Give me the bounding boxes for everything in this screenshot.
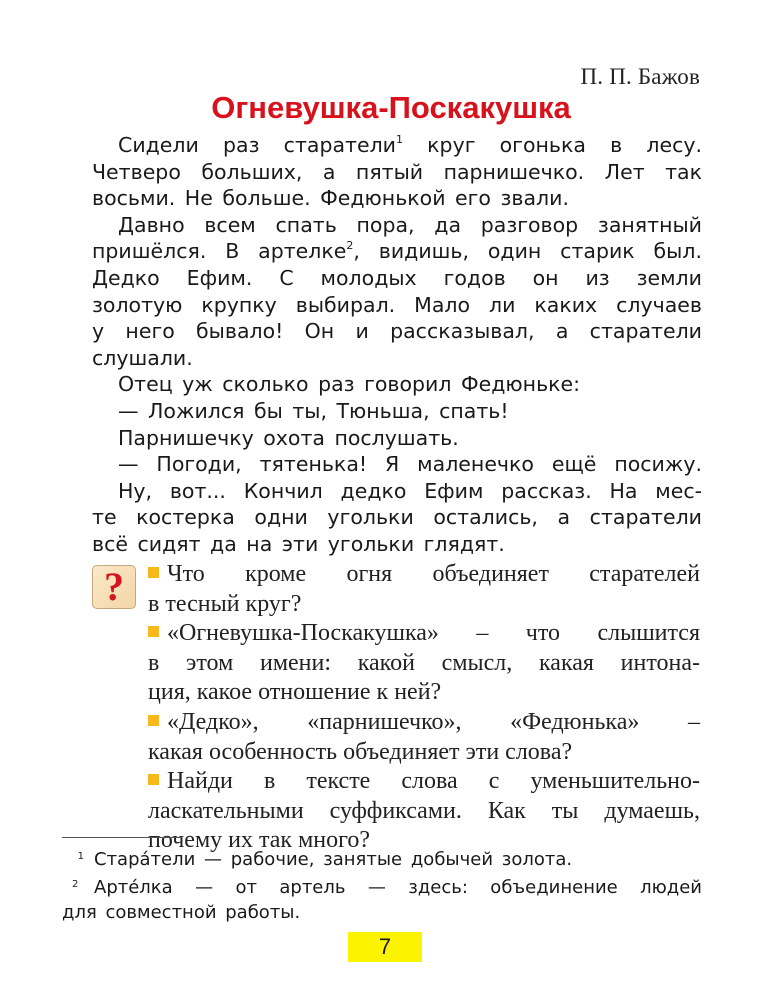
footnote-2-cont: для совместной работы. — [62, 902, 301, 923]
story-line: слушали. — [92, 345, 193, 370]
story-line: Ну, вот... Кончил дедко Ефим рассказ. На мес- — [118, 478, 702, 503]
story-title: Огневушка-Поскакушка — [211, 90, 571, 125]
bullet-icon — [148, 567, 159, 578]
question-item: «Огневушка-Поскакушка» – что слышится в этом имени: какой смысл, какая интона- ция, какое отношение к ней? — [148, 620, 700, 706]
footnote-2: 2 Арте́лка — от артель — здесь: объединение людей — [72, 877, 702, 898]
author-name: П. П. Бажов — [580, 64, 700, 89]
story-line: Давно всем спать пора, да разговор занятный — [118, 212, 702, 237]
story-line: — Ложился бы ты, Тюньша, спать! — [118, 398, 509, 423]
question-item: Найди в тексте слова с уменьшительно- ласкательными суффиксами. Как ты думаешь, почему их так много? — [148, 768, 700, 854]
story-line: Сидели раз старатели$^1$ круг огонька в лесу. — [118, 133, 702, 157]
story-line: те костерка одни угольки остались, а старатели — [92, 505, 702, 530]
story-line: пришёлся. В артелке$^2$, видишь, один старик был. — [92, 239, 702, 264]
footnote-1: 1 Стара́тели — рабочие, занятые добычей золота. — [77, 849, 573, 870]
footnote-divider — [62, 837, 182, 838]
bullet-icon — [148, 715, 159, 726]
footnotes — [62, 844, 702, 925]
story-line: Отец уж сколько раз говорил Федюньке: — [118, 372, 581, 397]
story-line: Четверо больших, а пятый парнишечко. Лет так — [92, 159, 702, 184]
question-item: Что кроме огня объединяет старателей в тесный круг? — [148, 561, 700, 617]
footnote-ref-2: 2 — [346, 239, 354, 253]
story-text — [92, 132, 702, 558]
bullet-icon — [148, 774, 159, 785]
question-item: «Дедко», «парнишечко», «Федюнька» – какая особенность объединяет эти слова? — [148, 708, 700, 765]
story-line: Парнишечку охота послушать. — [118, 425, 459, 450]
story-line: Дедко Ефим. С молодых годов он из земли — [92, 265, 702, 290]
story-line: золотую крупку выбирал. Мало ли каких случаев — [92, 292, 702, 317]
story-line: всё сидят да на эти угольки глядят. — [92, 531, 505, 556]
page-number: 7 — [348, 932, 422, 962]
questions-block — [148, 560, 700, 856]
story-line: — Погоди, тятенька! Я маленечко ещё посижу. — [118, 452, 702, 477]
question-mark-icon: ? — [92, 565, 136, 609]
story-line: восьми. Не больше. Федюнькой его звали. — [92, 186, 569, 211]
story-line: у него бывало! Он и рассказывал, а старатели — [92, 319, 702, 344]
footnote-ref-1: 1 — [396, 133, 403, 146]
bullet-icon — [148, 626, 159, 637]
